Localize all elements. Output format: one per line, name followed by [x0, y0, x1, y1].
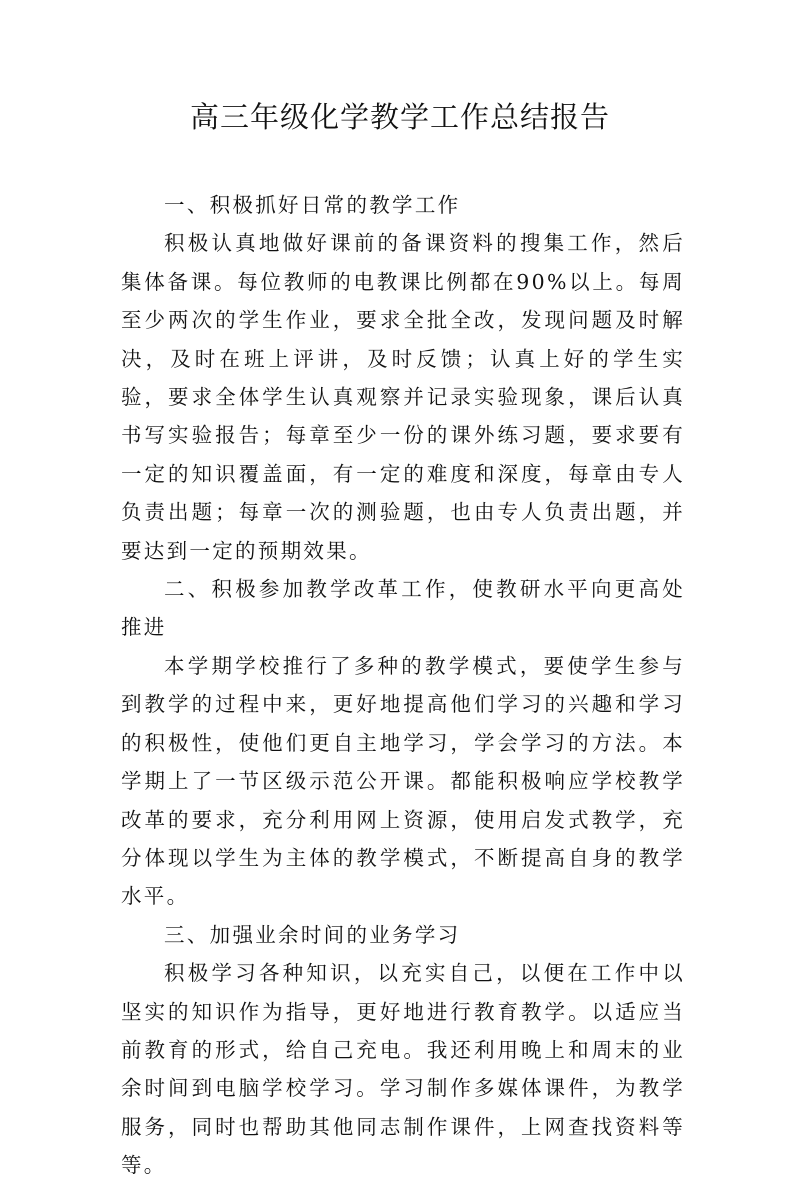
document-title: 高三年级化学教学工作总结报告: [189, 100, 610, 134]
section-paragraph-2: 本学期学校推行了多种的教学模式，要使学生参与到教学的过程中来，更好地提高他们学习的兴趣和学习的积极性，使他们更自主地学习，学会学习的方法。本学期上了一节区级示范公开课。都能积极响应学校教学改革的要求，充分利用网上资源，使用启发式教学，充分体现以学生为主体的教学模式，不断提高自身的教学水平。: [121, 653, 685, 909]
section-heading-2: 二、积极参加教学改革工作，使教研水平向更高处推进: [121, 577, 685, 640]
section-paragraph-3: 积极学习各种知识，以充实自己，以便在工作中以坚实的知识作为指导，更好地进行教育教学。以适应当前教育的形式，给自己充电。我还利用晚上和周末的业余时间到电脑学校学习。学习制作多媒体课件，为教学服务，同时也帮助其他同志制作课件，上网查找资料等等。: [121, 961, 685, 1178]
section-paragraph-1: 积极认真地做好课前的备课资料的搜集工作，然后集体备课。每位教师的电教课比例都在90%以上。每周至少两次的学生作业，要求全批全改，发现问题及时解决，及时在班上评讲，及时反馈；认真上好的学生实验，要求全体学生认真观察并记录实验现象，课后认真书写实验报告；每章至少一份的课外练习题，要求要有一定的知识覆盖面，有一定的难度和深度，每章由专人负责出题；每章一次的测验题，也由专人负责出题，并要达到一定的预期效果。: [121, 231, 685, 563]
document-body: [121, 186, 685, 1185]
section-heading-1: 一、积极抓好日常的教学工作: [164, 193, 461, 217]
section-heading-3: 三、加强业余时间的业务学习: [164, 922, 461, 947]
